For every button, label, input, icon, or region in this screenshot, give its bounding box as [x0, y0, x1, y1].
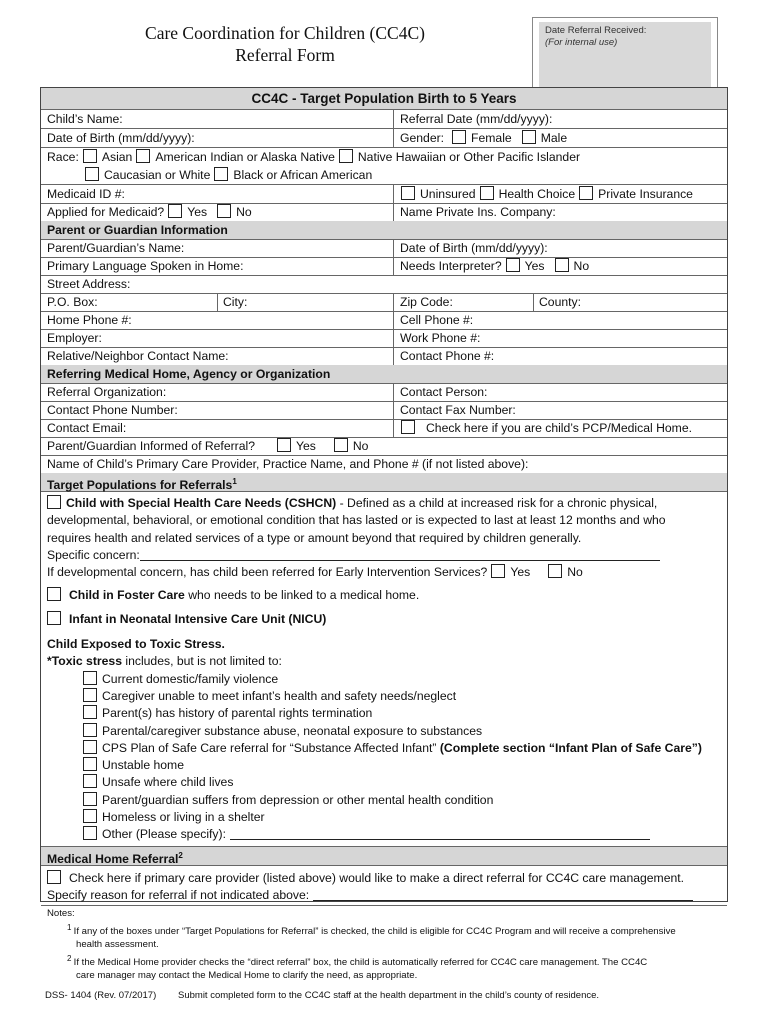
form-id: DSS- 1404 (Rev. 07/2017) — [45, 990, 157, 1001]
toxic-item-label: Homeless or living in a shelter — [102, 810, 265, 825]
asian-checkbox[interactable] — [83, 149, 97, 163]
child-name-field[interactable]: Child’s Name: — [47, 112, 123, 126]
language-field[interactable]: Primary Language Spoken in Home: — [47, 259, 244, 273]
county-field[interactable]: County: — [539, 295, 582, 309]
applied-yes-checkbox[interactable] — [168, 204, 182, 218]
private-insurance-checkbox[interactable] — [579, 186, 593, 200]
title-line-1: Care Coordination for Children (CC4C) — [145, 23, 425, 43]
row-applied-medicaid — [41, 203, 727, 222]
work-phone-field[interactable]: Work Phone #: — [400, 331, 481, 345]
applied-medicaid-label: Applied for Medicaid? — [47, 205, 165, 219]
contact-email-field[interactable]: Contact Email: — [47, 421, 127, 435]
row-contact-phone — [41, 401, 727, 420]
female-label: Female — [471, 131, 512, 145]
ei-no-checkbox[interactable] — [548, 564, 562, 578]
target-header-row — [41, 473, 727, 492]
pcp-name-field[interactable]: Name of Child’s Primary Care Provider, Practice Name, and Phone # (if not listed above): — [47, 457, 529, 471]
foster-checkbox[interactable] — [47, 587, 61, 601]
health-choice-checkbox[interactable] — [480, 186, 494, 200]
parent-header: Parent or Guardian Information — [47, 223, 228, 237]
date-received-box — [532, 17, 718, 95]
american-indian-checkbox[interactable] — [136, 149, 150, 163]
parent-header-row — [41, 221, 727, 240]
ei-no-label: No — [567, 565, 583, 580]
referral-form — [40, 87, 728, 982]
nicu-title: Infant in Neonatal Intensive Care Unit (NICU) — [69, 611, 327, 626]
cell-phone-field[interactable]: Cell Phone #: — [400, 313, 474, 327]
toxic-item-label: Caregiver unable to meet infant’s health and safety needs/neglect — [102, 688, 457, 703]
row-language — [41, 257, 727, 276]
toxic-stress-text: includes, but is not limited to: — [121, 654, 282, 669]
parent-name-field[interactable]: Parent/Guardian’s Name: — [47, 241, 185, 255]
nicu-checkbox[interactable] — [47, 611, 61, 625]
cshcn-title: Child with Special Health Care Needs (CSHCN) — [66, 496, 337, 510]
toxic-item — [79, 809, 702, 826]
american-indian-label: American Indian or Alaska Native — [155, 150, 335, 164]
reason-label: Specify reason for referral if not indicated above: — [47, 888, 310, 903]
toxic-item-checkbox[interactable] — [83, 774, 97, 788]
toxic-item — [79, 826, 702, 843]
cshcn-text-1: - Defined as a child at increased risk for a chronic physical, — [336, 496, 658, 510]
black-label: Black or African American — [233, 168, 373, 182]
specific-concern-label: Specific concern: — [47, 547, 140, 562]
row-medicaid — [41, 185, 727, 204]
row-informed — [41, 437, 727, 456]
notes-label: Notes: — [47, 908, 75, 919]
row-race-2 — [41, 166, 727, 185]
toxic-item-checkbox[interactable] — [83, 826, 97, 840]
direct-referral-label: Check here if primary care provider (listed above) would like to make a direct referral for CC4C care management. — [69, 871, 685, 885]
referring-header: Referring Medical Home, Agency or Organization — [47, 367, 331, 381]
target-populations — [47, 495, 702, 844]
cshcn-text-2: developmental, behavioral, or emotional condition that has lasted or is expected to last at least 12 months and who — [47, 513, 666, 528]
toxic-item-checkbox[interactable] — [83, 723, 97, 737]
applied-no-label: No — [236, 205, 252, 219]
applied-yes-label: Yes — [187, 205, 208, 219]
toxic-item-checkbox[interactable] — [83, 671, 97, 685]
native-hawaiian-label: Native Hawaiian or Other Pacific Islander — [357, 150, 581, 164]
medical-home-section — [47, 870, 693, 905]
city-field[interactable]: City: — [223, 295, 248, 309]
section-title: CC4C - Target Population Birth to 5 Years — [251, 91, 517, 106]
po-box-field[interactable]: P.O. Box: — [47, 295, 98, 309]
toxic-item-checkbox[interactable] — [83, 740, 97, 754]
cshcn-text-3: requires health and related services of a type or amount beyond that required by children generally. — [47, 530, 582, 545]
health-choice-label: Health Choice — [498, 187, 576, 201]
informed-no-label: No — [352, 439, 369, 453]
toxic-item — [79, 792, 702, 809]
contact-fax-field[interactable]: Contact Fax Number: — [400, 403, 516, 417]
informed-label: Parent/Guardian Informed of Referral? — [47, 439, 255, 453]
pcp-label: Check here if you are child’s PCP/Medical Home. — [426, 421, 692, 435]
toxic-item — [79, 723, 702, 740]
toxic-item-label: Unsafe where child lives — [102, 775, 234, 790]
ei-yes-checkbox[interactable] — [491, 564, 505, 578]
informed-yes-label: Yes — [295, 439, 316, 453]
row-parent-name — [41, 239, 727, 258]
row-home-phone — [41, 311, 727, 330]
target-header: Target Populations for Referrals — [47, 478, 233, 493]
toxic-item-checkbox[interactable] — [83, 757, 97, 771]
toxic-item-label: Current domestic/family violence — [102, 671, 279, 686]
medical-home-header-row — [41, 846, 727, 866]
toxic-item — [79, 774, 702, 791]
female-checkbox[interactable] — [452, 130, 466, 144]
cps-complete-note: (Complete section “Infant Plan of Safe Care”) — [439, 740, 702, 755]
cshcn-checkbox[interactable] — [47, 495, 61, 509]
street-field[interactable]: Street Address: — [47, 277, 131, 291]
male-checkbox[interactable] — [522, 130, 536, 144]
home-phone-field[interactable]: Home Phone #: — [47, 313, 132, 327]
developmental-label: If developmental concern, has child been referred for Early Intervention Services? — [47, 565, 488, 580]
toxic-item — [79, 740, 702, 757]
section-title-row — [41, 88, 727, 110]
interpreter-label: Needs Interpreter? — [400, 259, 502, 273]
referral-org-field[interactable]: Referral Organization: — [47, 385, 167, 399]
toxic-item-checkbox[interactable] — [83, 688, 97, 702]
pcp-checkbox[interactable] — [401, 420, 415, 434]
parent-dob-field[interactable]: Date of Birth (mm/dd/yyyy): — [400, 241, 548, 255]
employer-field[interactable]: Employer: — [47, 331, 102, 345]
form-title — [120, 22, 450, 66]
medical-home-footnote: 2 — [178, 851, 183, 860]
medicaid-id-field[interactable]: Medicaid ID #: — [47, 187, 125, 201]
toxic-item — [79, 705, 702, 722]
asian-label: Asian — [101, 150, 133, 164]
toxic-item-label: Other (Please specify): — [102, 827, 226, 842]
toxic-item-label: Parent(s) has history of parental rights termination — [102, 706, 373, 721]
toxic-item-label: CPS Plan of Safe Care referral for “Substance Affected Infant” — [102, 740, 437, 755]
row-referral-org — [41, 383, 727, 402]
row-child-name — [41, 110, 727, 129]
black-checkbox[interactable] — [214, 167, 228, 181]
ref-contact-phone-field[interactable]: Contact Phone Number: — [47, 403, 178, 417]
row-street — [41, 275, 727, 294]
specific-concern-line[interactable] — [140, 548, 660, 561]
toxic-item-checkbox[interactable] — [83, 809, 97, 823]
toxic-item-label: Unstable home — [102, 758, 184, 773]
toxic-item-checkbox[interactable] — [83, 705, 97, 719]
row-po-box — [41, 293, 727, 312]
interpreter-no-checkbox[interactable] — [555, 258, 569, 272]
contact-person-field[interactable]: Contact Person: — [400, 385, 488, 399]
reason-line[interactable] — [313, 888, 693, 901]
title-line-2: Referral Form — [235, 45, 335, 65]
target-header-footnote: 1 — [232, 477, 237, 486]
caucasian-checkbox[interactable] — [85, 167, 99, 181]
toxic-item — [79, 671, 702, 688]
row-race — [41, 148, 727, 166]
contact-phone-field[interactable]: Contact Phone #: — [400, 349, 495, 363]
row-employer — [41, 329, 727, 348]
toxic-item-label: Parent/guardian suffers from depression or other mental health condition — [102, 792, 494, 807]
private-company-field[interactable]: Name Private Ins. Company: — [400, 205, 556, 219]
note-1: If any of the boxes under “Target Populations for Referral” is checked, the child is eligible for CC4C Program and will receive a comprehensive — [73, 925, 676, 937]
child-dob-field[interactable]: Date of Birth (mm/dd/yyyy): — [47, 131, 195, 145]
native-hawaiian-checkbox[interactable] — [339, 149, 353, 163]
foster-text: who needs to be linked to a medical home. — [184, 588, 420, 603]
note-1b: health assessment. — [76, 939, 159, 951]
applied-no-checkbox[interactable] — [217, 204, 231, 218]
uninsured-label: Uninsured — [420, 187, 476, 201]
direct-referral-checkbox[interactable] — [47, 870, 61, 884]
gender-label: Gender: — [400, 131, 445, 145]
toxic-item-label: Parental/caregiver substance abuse, neonatal exposure to substances — [102, 723, 483, 738]
relative-field[interactable]: Relative/Neighbor Contact Name: — [47, 349, 229, 363]
referring-header-row — [41, 365, 727, 384]
ei-yes-label: Yes — [510, 565, 531, 580]
toxic-stress-label: *Toxic stress — [47, 654, 122, 669]
note-2: If the Medical Home provider checks the “direct referral” box, the child is automatically referred for CC4C care management. The CC4C — [73, 956, 648, 968]
male-label: Male — [540, 131, 568, 145]
toxic-item — [79, 757, 702, 774]
row-child-dob — [41, 129, 727, 148]
row-contact-email — [41, 419, 727, 438]
foster-title: Child in Foster Care — [69, 588, 185, 603]
interpreter-yes-label: Yes — [524, 259, 545, 273]
caucasian-label: Caucasian or White — [104, 168, 211, 182]
footer-instruction: Submit completed form to the CC4C staff at the health department in the child’s county of residence. — [178, 990, 600, 1001]
date-received-label: Date Referral Received: — [545, 25, 647, 36]
private-insurance-label: Private Insurance — [598, 187, 693, 201]
toxic-item — [79, 688, 702, 705]
interpreter-no-label: No — [573, 259, 590, 273]
informed-no-checkbox[interactable] — [334, 438, 348, 452]
row-relative — [41, 347, 727, 366]
uninsured-checkbox[interactable] — [401, 186, 415, 200]
note-2b: care manager may contact the Medical Home to clarify the need, as appropriate. — [76, 970, 418, 982]
medical-home-header: Medical Home Referral — [47, 852, 179, 867]
toxic-item-checkbox[interactable] — [83, 792, 97, 806]
internal-use-label: (For internal use) — [545, 37, 618, 48]
row-pcp-name — [41, 455, 727, 474]
interpreter-yes-checkbox[interactable] — [506, 258, 520, 272]
toxic-header: Child Exposed to Toxic Stress. — [47, 637, 225, 652]
other-specify-line[interactable] — [230, 827, 650, 840]
referral-date-field[interactable]: Referral Date (mm/dd/yyyy): — [400, 112, 553, 126]
informed-yes-checkbox[interactable] — [277, 438, 291, 452]
notes-section: Notes: $^1$ If any of the boxes under “Target Populations for Referral” is checked, the child is eligible for CC4C Program and will receive a comprehensive health assessment. $^2$ If the Medical Home provider checks the “direct referral” box, the child is automatically referred for CC4C care management. The CC4C care manager may contact the Medical Home to clarify the need, as appropriate. — [47, 908, 676, 982]
race-label: Race: — [47, 150, 79, 164]
zip-field[interactable]: Zip Code: — [400, 295, 453, 309]
